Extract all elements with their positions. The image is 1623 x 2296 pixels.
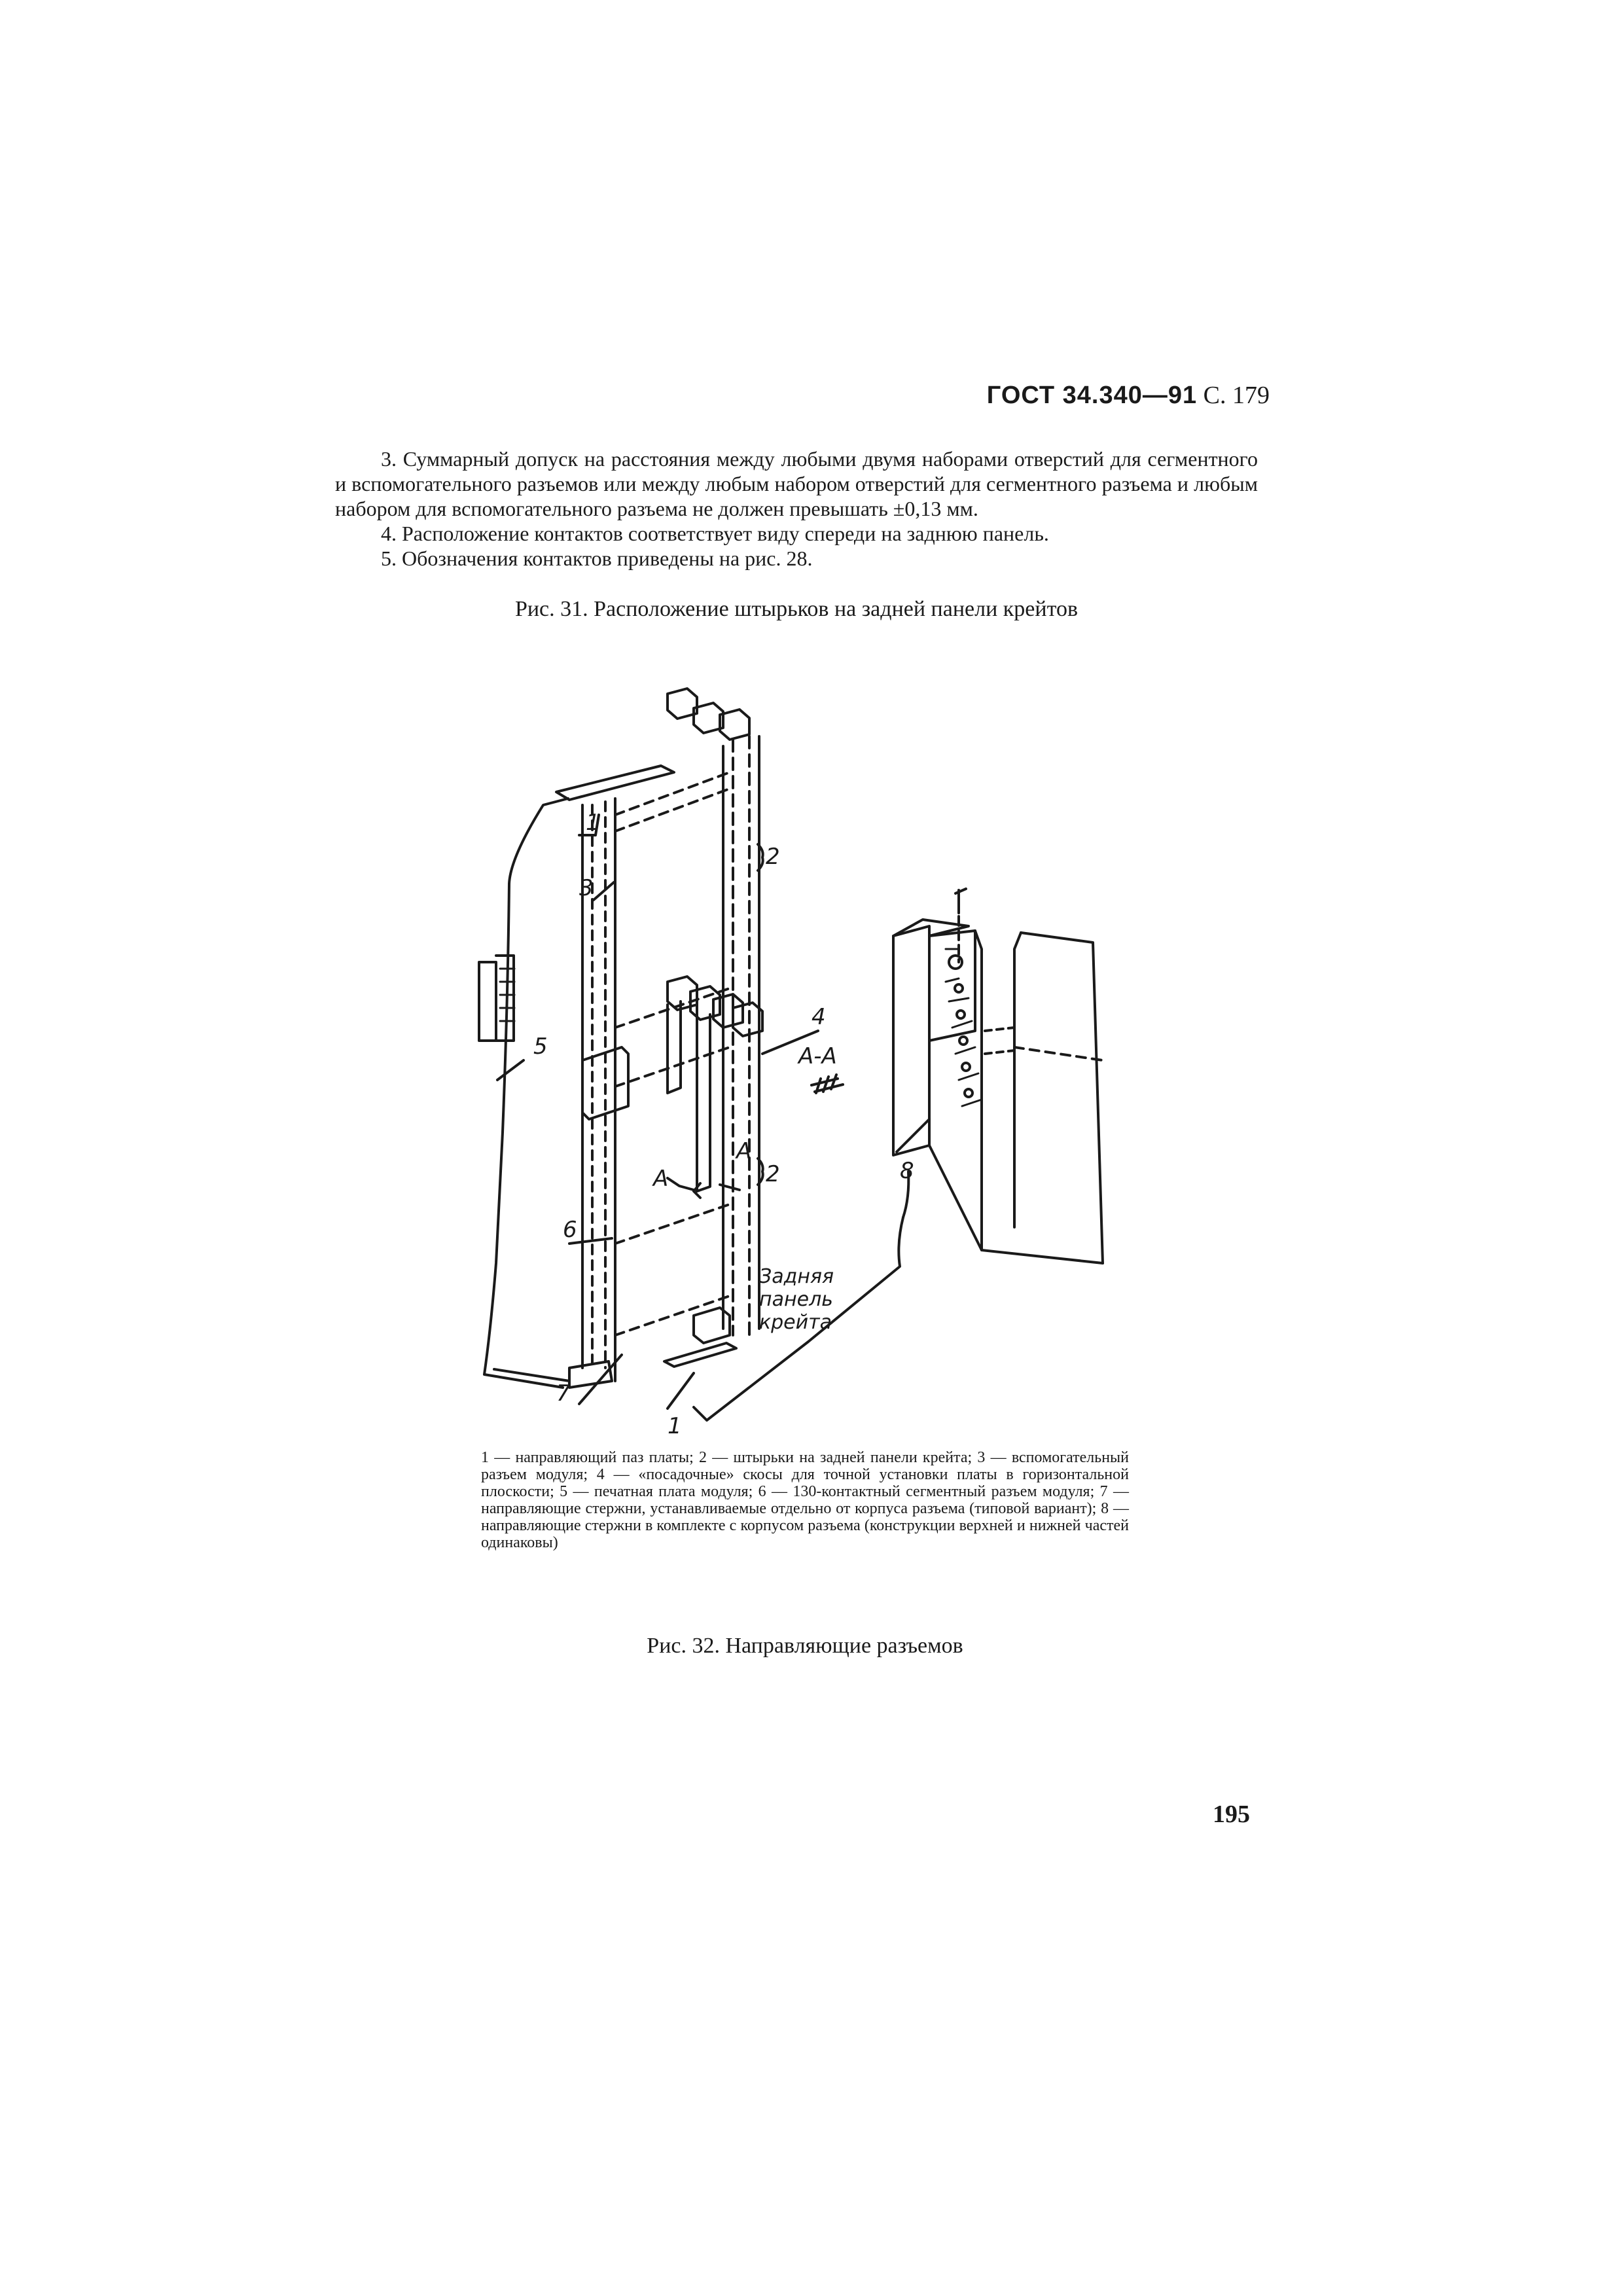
- note-3: 3. Суммарный допуск на расстояния между любыми двумя наборами отверстий для сегментного и вспомогательного разъемов или между любым набором отверстий для сегментного разъема и любым набором для вспомогательного разъема не должен превышать ±0,13 мм.: [335, 447, 1258, 520]
- figure-31-caption: Рис. 31. Расположение штырьков на задней панели крейтов: [514, 597, 1079, 621]
- label-5: 5: [533, 1033, 548, 1060]
- label-7: 7: [556, 1380, 571, 1407]
- note-4: 4. Расположение контактов соответствует виду спереди на заднюю панель.: [381, 522, 1049, 545]
- connector-guides-figure: [471, 674, 1178, 1440]
- section-housing-front: [893, 926, 929, 1155]
- back-panel-line-3: крейта: [759, 1311, 832, 1334]
- back-panel-line-2: панель: [759, 1288, 833, 1311]
- side-clip: [479, 962, 496, 1041]
- page-ref: С. 179: [1203, 382, 1270, 409]
- label-6: 6: [563, 1217, 577, 1243]
- figure-legend: 1 — направляющий паз платы; 2 — штырьки на задней панели крейта; 3 — вспомогательный разъем модуля; 4 — «посадочные» скосы для точной установки платы в горизонтальной плоскости; 5 — печатная плата модуля; 6 — 130-контактный сегментный разъем модуля; 7 — направляющие стержни, устанавливаемые отдельно от корпуса разъема (типовой вариант); 8 — направляющие стержни в комплекте с корпусом разъема (конструкции верхней и нижней частей одинаковы): [481, 1449, 1129, 1551]
- label-1-top: 1: [586, 810, 600, 836]
- label-1-bottom: 1: [668, 1413, 682, 1439]
- board-outline: [484, 798, 568, 1388]
- figure-32-caption: Рис. 32. Направляющие разъемов: [647, 1634, 963, 1658]
- mid-block-2: [690, 986, 720, 1020]
- label-arrow-a-left: А: [653, 1166, 669, 1192]
- label-3: 3: [579, 875, 594, 901]
- label-section-aa: А-А: [798, 1043, 837, 1069]
- page-number: 195: [1213, 1801, 1250, 1828]
- section-view: [893, 889, 1103, 1263]
- back-panel-line-1: Задняя: [759, 1265, 834, 1288]
- section-hatch: [812, 1075, 843, 1093]
- label-2-mid: 2: [766, 1161, 780, 1187]
- arrow-a-left: [668, 1178, 694, 1190]
- section-panel: [1021, 933, 1103, 1263]
- label-2-top: 2: [766, 844, 780, 870]
- bottom-guide-bar: [664, 1343, 736, 1367]
- standard-number: ГОСТ 34.340—91: [986, 382, 1198, 409]
- label-4: 4: [812, 1004, 826, 1030]
- top-guide-bar: [556, 766, 674, 800]
- mid-block-3: [713, 994, 743, 1028]
- note-5: 5. Обозначения контактов приведены на рис. 28.: [381, 547, 813, 570]
- label-8: 8: [900, 1158, 914, 1184]
- page-header: [942, 381, 1270, 410]
- notes-block: [335, 446, 1258, 571]
- label-arrow-a-right: А: [736, 1138, 752, 1164]
